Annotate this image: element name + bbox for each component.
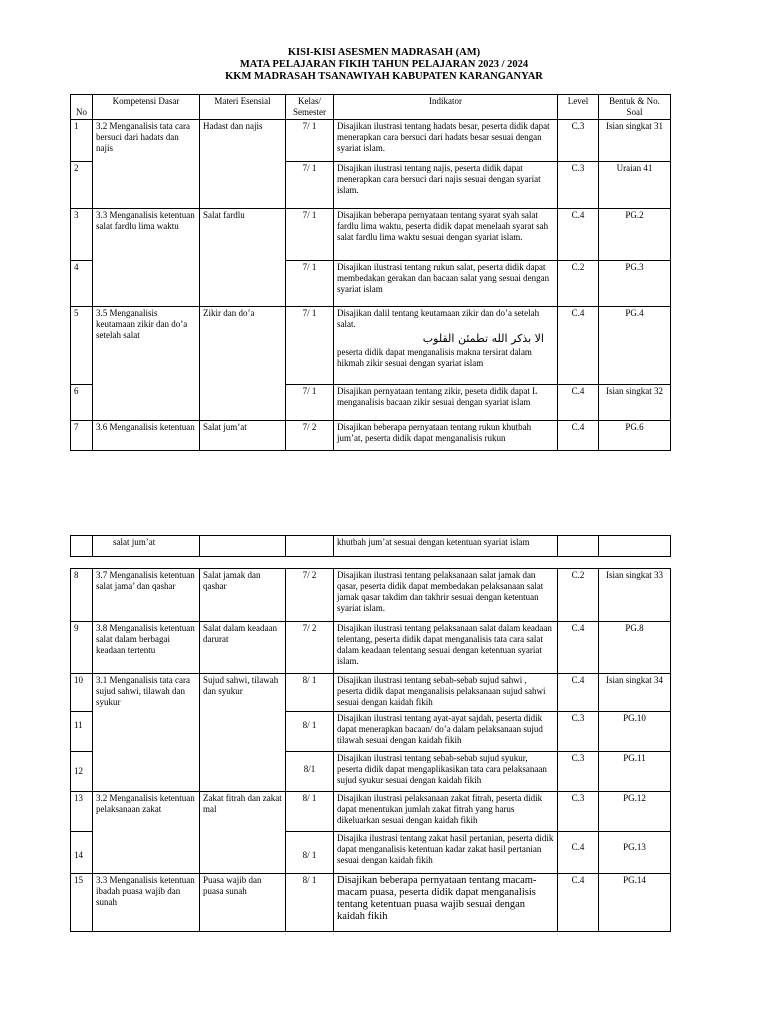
row-kelas: 8/ 1 <box>286 874 334 932</box>
row-materi: Hadast dan najis <box>200 120 286 209</box>
row-level: C.4 <box>558 385 599 421</box>
row-indikator: Disajikan pernyataan tentang zikir, peseta didik dapat L menganalisis bacaan zikir sesuai dengan syariat islam <box>334 385 558 421</box>
col-materi: Materi Esensial <box>200 95 286 120</box>
table-row <box>71 674 671 712</box>
table-row <box>71 569 671 622</box>
row-kelas: 7/ 2 <box>286 569 334 622</box>
document-header <box>0 47 768 83</box>
row-no: 3 <box>71 209 93 261</box>
row-bentuk: PG.14 <box>599 874 671 932</box>
row-kelas: 7/ 1 <box>286 209 334 261</box>
col-kd: Kompetensi Dasar <box>93 95 200 120</box>
row-no: 6 <box>71 385 93 421</box>
row-indikator: Disajikan ilustrasi tentang pelaksanaan salat dalam keadaan telentang, peserta didik dapat menganalisis tata cara salat dalam keadaan telentang sesuai dengan ketentuan syariat islam. <box>334 622 558 674</box>
row-bentuk: PG.4 <box>599 307 671 385</box>
row-bentuk: PG.2 <box>599 209 671 261</box>
kisi-table-continuation <box>70 535 671 557</box>
row-no: 4 <box>71 261 93 307</box>
row-indikator: Disajikan ilustrasi tentang hadats besar, peserta didik dapat menerapkan cara bersuci dari hadats besar sesuai dengan syariat islam. <box>334 120 558 162</box>
table-row <box>71 622 671 674</box>
row-bentuk: PG.3 <box>599 261 671 307</box>
row-level: C.4 <box>558 421 599 451</box>
row-level: C.3 <box>558 120 599 162</box>
row-no: 9 <box>71 622 93 674</box>
row-level: C.4 <box>558 832 599 874</box>
row-indikator: Disajikan ilustrasi tentang pelaksanaan salat jamak dan qasar, peserta didik dapat membedakan pelaksanaan salat jamak qasar takdim dan takhrir sesuai dengan ketentuan syariat islam. <box>334 569 558 622</box>
row-kelas: 7/ 2 <box>286 421 334 451</box>
row-materi: Salat dalam keadaan darurat <box>200 622 286 674</box>
row-kelas: 8/ 1 <box>286 832 334 874</box>
row-bentuk: PG.11 <box>599 752 671 792</box>
table-row <box>71 120 671 162</box>
row-kelas: 8/ 1 <box>286 674 334 712</box>
row-bentuk: PG.10 <box>599 712 671 752</box>
row-indikator: Disajika ilustrasi tentang zakat hasil pertanian, peserta didik dapat menganalisis ketentuan kadar zakat hasil pertanian sesuai dengan kaidah fikih <box>334 832 558 874</box>
row-kelas: 7/ 1 <box>286 261 334 307</box>
row-indikator: Disajikan ilustrasi tentang rukun salat, peserta didik dapat membedakan gerakan dan bacaan salat yang sesuai dengan syariat islam <box>334 261 558 307</box>
row-no: 13 <box>71 792 93 832</box>
row-level: C.4 <box>558 622 599 674</box>
kisi-table-part-1 <box>70 94 671 451</box>
row-no: 5 <box>71 307 93 385</box>
row-materi: Zikir dan do’a <box>200 307 286 421</box>
row-indikator: Disajikan ilustrasi tentang ayat-ayat sajdah, peserta didik dapat menerapkan bacaan/ do’a dalam pelaksanaan sujud tilawah sesuai dengan kaidah fikih <box>334 712 558 752</box>
row-bentuk: Isian singkat 33 <box>599 569 671 622</box>
row-materi: Salat jamak dan qashar <box>200 569 286 622</box>
row-kd: 3.3 Menganalisis ketentuan salat fardlu lima waktu <box>93 209 200 307</box>
row-level: C.3 <box>558 162 599 209</box>
row-no: 1 <box>71 120 93 162</box>
header-line-1: KISI-KISI ASESMEN MADRASAH (AM) <box>287 47 481 58</box>
row-indikator: Disajikan beberapa pernyataan tentang rukun khutbah jum’at, peserta didik dapat menganalisis rukun <box>334 421 558 451</box>
row-bentuk: PG.6 <box>599 421 671 451</box>
row-level: C.3 <box>558 752 599 792</box>
row-kd: 3.7 Menganalisis ketentuan salat jama’ dan qashar <box>93 569 200 622</box>
row-materi: Salat jum’at <box>200 421 286 451</box>
row-level: C.2 <box>558 569 599 622</box>
row-bentuk: Isian singkat 31 <box>599 120 671 162</box>
row-kelas: 7/ 1 <box>286 162 334 209</box>
row-bentuk: PG.8 <box>599 622 671 674</box>
header-line-3: KKM MADRASAH TSANAWIYAH KABUPATEN KARANGANYAR <box>225 71 543 82</box>
row-no: 14 <box>71 832 93 874</box>
row-level: C.4 <box>558 674 599 712</box>
row-materi: Zakat fitrah dan zakat mal <box>200 792 286 874</box>
row-kd: 3.1 Menganalisis tata cara sujud sahwi, tilawah dan syukur <box>93 674 200 792</box>
indikator-text-2: peserta didik dapat menganalisis makna tersirat dalam hikmah zikir sesuai dengan syariat islam <box>337 347 532 368</box>
row-no: 7 <box>71 421 93 451</box>
row-kd: 3.8 Menganalisis ketentuan salat dalam berbagai keadaan tertentu <box>93 622 200 674</box>
row-indikator: Disajikan beberapa pernyataan tentang syarat syah salat fardlu lima waktu, peserta didik dapat menelaah syarat sah salat fardlu lima waktu sesuai dengan syariat islam. <box>334 209 558 261</box>
row-indikator: Disajikan ilustrasi tentang sebab-sebab sujud sahwi , peserta didik dapat menganalisis pelaksanaan sujud sahwi sesuai dengan kaidah fikih <box>334 674 558 712</box>
row-kd: 3.2 Menganalisis ketentuan pelaksanaan zakat <box>93 792 200 874</box>
row-kd: 3.3 Menganalisis ketentuan ibadah puasa wajib dan sunah <box>93 874 200 932</box>
row-kelas: 7/ 1 <box>286 385 334 421</box>
row-kelas: 7/ 1 <box>286 307 334 385</box>
table-row <box>71 421 671 451</box>
col-kelas: Kelas/ Semester <box>286 95 334 120</box>
row-indikator: Disajikan beberapa pernyataan tentang macam-macam puasa, peserta didik dapat menganalisis tentang ketentuan puasa wajib sesuai dengan kaidah fikih <box>334 874 558 932</box>
row-level: C.4 <box>558 874 599 932</box>
col-level: Level <box>558 95 599 120</box>
row-kelas: 8/ 1 <box>286 712 334 752</box>
row-kelas: 8/1 <box>286 752 334 792</box>
row-bentuk: Uraian 41 <box>599 162 671 209</box>
table-row <box>71 874 671 932</box>
row-no: 11 <box>71 712 93 752</box>
row-kd: 3.6 Menganalisis ketentuan <box>93 421 200 451</box>
row-no: 12 <box>71 752 93 792</box>
col-bentuk: Bentuk & No. Soal <box>599 95 671 120</box>
row-indikator: Disajikan ilustrasi tentang najis, peserta didik dapat menerapkan cara bersuci dari najis sesuai dengan syariat islam. <box>334 162 558 209</box>
row-bentuk: PG.12 <box>599 792 671 832</box>
row-indikator <box>334 307 558 385</box>
row-materi: Sujud sahwi, tilawah dan syukur <box>200 674 286 792</box>
col-indikator: Indikator <box>334 95 558 120</box>
row-bentuk: Isian singkat 32 <box>599 385 671 421</box>
row-indikator: Disajikan ilustrasi pelaksanaan zakat fitrah, peserta didik dapat menentukan jumlah zakat fitrah yang harus dikeluarkan sesuai dengan kaidah fikih <box>334 792 558 832</box>
table-row <box>71 209 671 261</box>
row-no: 10 <box>71 674 93 712</box>
row-level: C.4 <box>558 307 599 385</box>
row-no: 15 <box>71 874 93 932</box>
table-row <box>71 536 671 557</box>
row-indikator: Disajikan ilustrasi tentang sebab-sebab sujud syukur, peserta didik dapat mengaplikasikan tata cara pelaksanaan sujud syukur sesuai dengan kaidah fikih <box>334 752 558 792</box>
row-level: C.4 <box>558 209 599 261</box>
table-row <box>71 307 671 385</box>
row-materi: Puasa wajib dan puasa sunah <box>200 874 286 932</box>
row-materi: Salat fardlu <box>200 209 286 307</box>
row-kd: 3.5 Menganalisis keutamaan zikir dan do’a setelah salat <box>93 307 200 421</box>
row-no: 8 <box>71 569 93 622</box>
row-kelas: 7/ 2 <box>286 622 334 674</box>
row-kd: salat jum’at <box>93 536 200 557</box>
table-row <box>71 792 671 832</box>
table-header-row <box>71 95 671 120</box>
row-level: C.2 <box>558 261 599 307</box>
arabic-dalil: الا بذكر الله تطمئن القلوب <box>422 332 544 345</box>
row-kd: 3.2 Menganalisis tata cara bersuci dari hadats dan najis <box>93 120 200 209</box>
row-level: C.3 <box>558 712 599 752</box>
indikator-text: Disajikan dalil tentang keutamaan zikir dan do’a setelah salat. <box>337 308 540 329</box>
header-line-2: MATA PELAJARAN FIKIH TAHUN PELAJARAN 2023 / 2024 <box>239 59 529 70</box>
kisi-table-part-2 <box>70 568 671 932</box>
row-bentuk: PG.13 <box>599 832 671 874</box>
col-no: No <box>71 95 93 120</box>
row-indikator: khutbah jum’at sesuai dengan ketentuan syariat islam <box>334 536 558 557</box>
row-no: 2 <box>71 162 93 209</box>
row-kelas: 7/ 1 <box>286 120 334 162</box>
row-kelas: 8/ 1 <box>286 792 334 832</box>
row-level: C.3 <box>558 792 599 832</box>
row-bentuk: Isian singkat 34 <box>599 674 671 712</box>
